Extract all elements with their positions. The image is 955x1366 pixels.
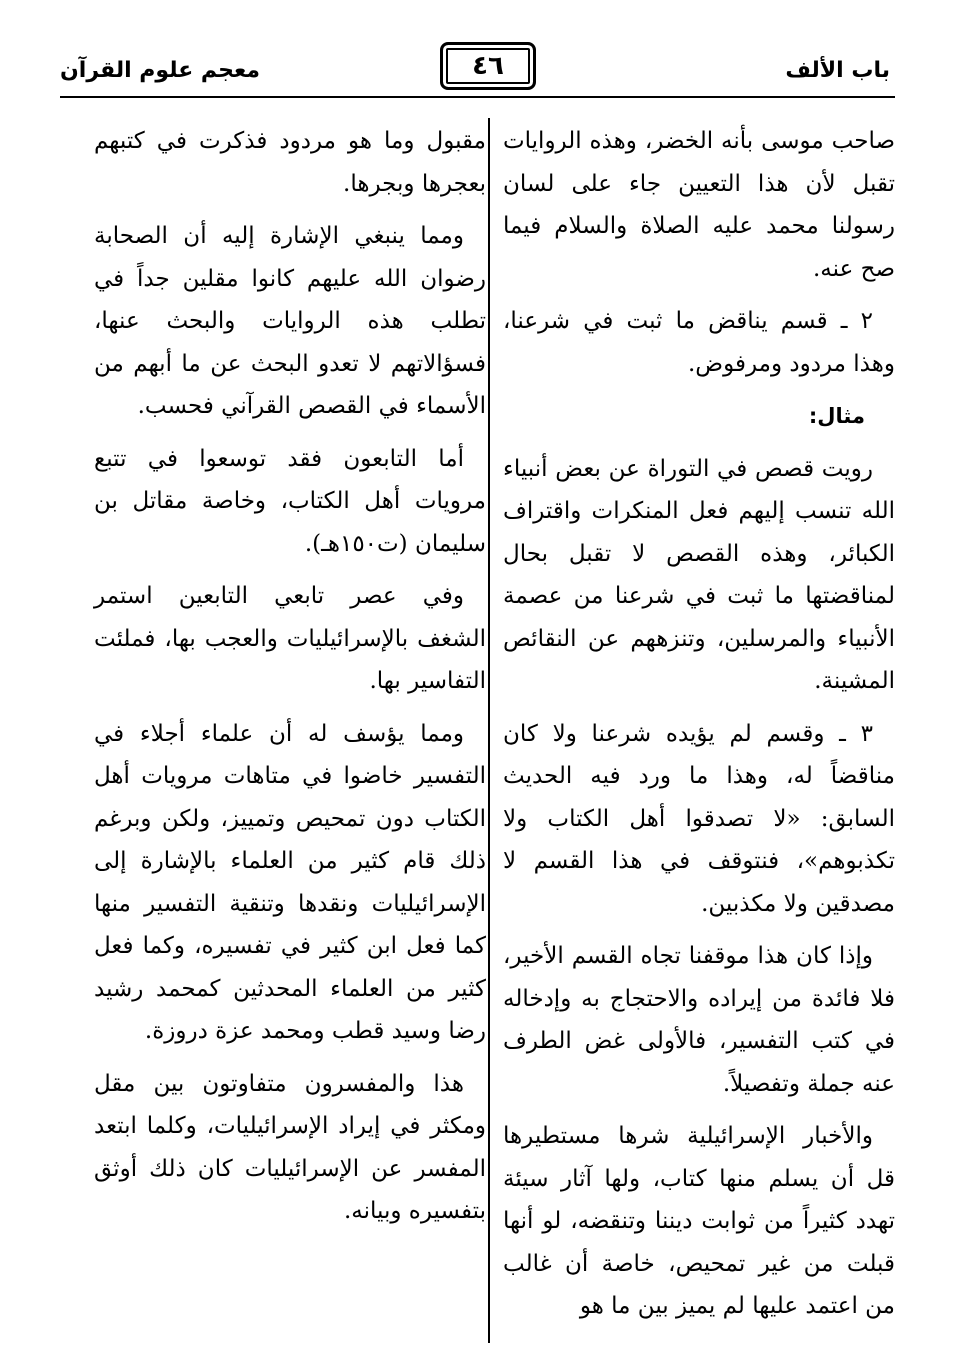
example-label: مثال: <box>808 404 865 428</box>
paragraph: وفي عصر تابعي التابعين استمر الشغف بالإسرائيليات والعجب بها، فملئت التفاسير بها. <box>94 583 486 694</box>
header-rule <box>60 96 895 98</box>
left-column <box>94 120 486 1243</box>
paragraph: والأخبار الإسرائيلية شرها مستطيرها قل أن يسلم منها كتاب، ولها آثار سيئة تهدد كثيراً من ثوابت ديننا وتنقضه، لو أنها قبلت من غير تمحيص، خاصة أن غالب من اعتمد عليها لم يميز بين ما هو <box>503 1123 895 1319</box>
paragraph: مقبول وما هو مردود فذكرت في كتبهم بعجرها وبجرها. <box>94 128 486 197</box>
paragraph: صاحب موسى بأنه الخضر، وهذه الروايات تقبل لأن هذا التعيين جاء على لسان رسولنا محمد عليه الصلاة والسلام فيما صح عنه. <box>503 128 895 282</box>
book-title: معجم علوم القرآن <box>60 58 261 83</box>
paragraph: أما التابعون فقد توسعوا في تتبع مرويات أهل الكتاب، وخاصة مقاتل بن سليمان (ت١٥٠هـ). <box>94 445 486 557</box>
right-column <box>503 120 895 1338</box>
column-divider <box>488 118 490 1343</box>
paragraph: ومما يؤسف له أن علماء أجلاء في التفسير خاضوا في متاهات مرويات أهل الكتاب دون تمحيص وتمييز، ولكن وبرغم ذلك قام كثير من العلماء بالإشارة إلى الإسرائيليات ونقدها وتنقية التفسير منها كما فعل ابن كثير في تفسيره، وكما فعل كثير من العلماء المحدثين كمحمد رشيد رضا وسيد قطب ومحمد عزة دروزة. <box>94 720 486 1044</box>
paragraph: هذا والمفسرون متفاوتون بين مقل ومكثر في إيراد الإسرائيليات، وكلما ابتعد المفسر عن الإسرائيليات كان ذلك أوثق بتفسيره وبيانه. <box>94 1070 486 1224</box>
paragraph: ومما ينبغي الإشارة إليه أن الصحابة رضوان الله عليهم كانوا مقلين جداً في تطلب هذه الروايات والبحث عنها، فسؤالاتهم لا تعدو البحث عن ما أبهم من الأسماء في القصص القرآني فحسب. <box>94 223 486 419</box>
page-number-box <box>440 42 536 90</box>
paragraph: ٢ ـ قسم يناقض ما ثبت في شرعنا، وهذا مردود ومرفوض. <box>503 308 895 377</box>
paragraph: ٣ ـ وقسم لم يؤيده شرعنا ولا كان مناقضاً له، وهذا ما ورد فيه الحديث السابق: «لا تصدقوا أهل الكتاب ولا تكذبوهم»، فنتوقف في هذا القسم لا مصدقين ولا مكذبين. <box>503 720 895 917</box>
page-header <box>60 36 895 106</box>
paragraph: وإذا كان هذا موقفنا تجاه القسم الأخير، فلا فائدة من إيراده والاحتجاج به وإدخاله في كتب التفسير، فالأولى غض الطرف عنه جملة وتفصيلاً. <box>503 943 895 1097</box>
page-number: ٤٦ <box>472 51 504 81</box>
paragraph: رويت قصص في التوراة عن بعض أنبياء الله تنسب إليهم فعل المنكرات واقتراف الكبائر، وهذه القصص لا تقبل بحال لمناقضتها ما ثبت في شرعنا من عصمة الأنبياء والمرسلين، وتنزههم عن النقائص المشينة. <box>503 455 895 694</box>
chapter-title: باب الألف <box>785 58 890 83</box>
